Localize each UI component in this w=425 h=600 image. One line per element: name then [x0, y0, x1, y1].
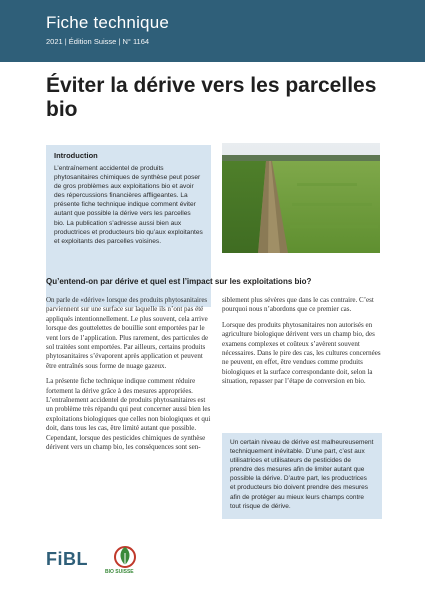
page-title: Éviter la dérive vers les parcelles bio	[46, 74, 377, 121]
body-paragraph: Lorsque des produits phytosanitaires non autorisés en agriculture biologique dérivent vers un champ bio, des examens complexes et coûteux s’avèrent souvent nécessaires. Dans le pire des cas, les cultures concernées ne peuvent, en effet, être vendues comme produits biologiques et la surface correspondante doit, selon la situation, repasser par l’étape de conversion en bio.	[222, 320, 381, 386]
intro-text: L’entraînement accidentel de produits phytosanitaires chimiques de synthèse peut poser de gros problèmes aux exploitations bio et avoir des répercussions financières affligeantes. La présente fiche technique indique comment éviter autant que possible la dérive vers les parcelles bio. La publication s’adresse aussi bien aux productrices et producteurs bio qu’aux exploitantes et exploitants des parcelles voisines.	[54, 165, 203, 245]
document-type-label: Fiche technique	[46, 13, 170, 32]
header-badge	[46, 14, 169, 48]
footer-logos	[46, 543, 166, 583]
header-banner	[0, 0, 425, 62]
body-paragraph: La présente fiche technique indique comment réduire fortement la dérive grâce à des mesures appropriées. L’entraînement accidentel de produits phytosanitaires est un problème très répandu qui peut concerner aussi bien les exploitations biologiques que celles non biologiques et qui doit, dans tous les cas, être limité autant que possible. Cependant, lorsque des pesticides chimiques de synthèse dérivent vers un champ bio, les conséquences sont sen-	[46, 377, 211, 452]
bud-icon	[103, 543, 149, 569]
body-paragraph: siblement plus sévères que dans le cas contraire. C’est pourquoi nous n’abordons que ce premier cas.	[222, 296, 374, 314]
field-photo-image	[222, 143, 380, 253]
body-column-left	[46, 296, 211, 459]
section-heading: Qu’entend-on par dérive et quel est l’impact sur les exploitations bio?	[46, 277, 312, 286]
edition-meta: 2021 | Édition Suisse | N° 1164	[46, 37, 150, 46]
bio-suisse-logo	[103, 543, 149, 581]
bio-suisse-label: BIO SUISSE	[105, 569, 134, 575]
field-photo	[222, 143, 380, 253]
body-paragraph: On parle de «dérive» lorsque des produits phytosanitaires parviennent sur une surface sur laquelle ils n’ont pas été appliqués intentionnellement. Le plus souvent, cela arrive lorsque des gouttelettes de bouillie sont emportées par le vent lors de l’application. Plus rarement, des particules de sol traitées sont emportées. Par ailleurs, certains produits phytosanitaires s’évaporent après application et peuvent être entraînés sous forme de nuage gazeux.	[46, 296, 209, 370]
fibl-logo: FiBL	[46, 549, 88, 569]
body-column-right	[222, 296, 387, 393]
callout-box: Un certain niveau de dérive est malheureusement techniquement inévitable. D’une part, c’est aux utilisatrices et utilisateurs de pesticides de prendre des mesures afin de limiter autant que possible la dérive. D’autre part, les productrices et producteurs bio doivent prendre des mesures afin de protéger au mieux leurs champs contre tout risque de dérive.	[222, 433, 382, 519]
intro-heading: Introduction	[54, 151, 98, 160]
